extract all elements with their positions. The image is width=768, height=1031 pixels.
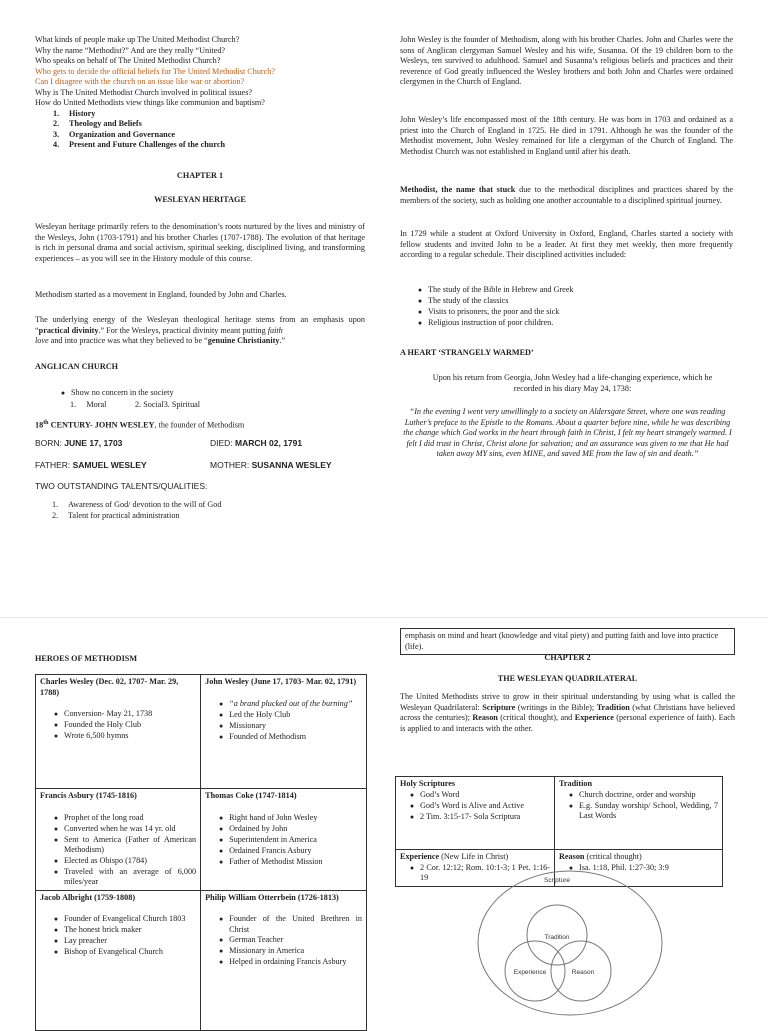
list-item: ● Church doctrine, order and worship — [568, 789, 696, 799]
mother-line: MOTHER: SUSANNA WESLEY — [210, 460, 332, 470]
hero-cell — [201, 675, 367, 789]
list-item: ● Founded of Methodism — [219, 731, 307, 741]
list-item: 2. Talent for practical administration — [52, 510, 180, 520]
list-item: ● Sent to America (Father of American Methodism) — [53, 834, 197, 854]
heroes-table — [35, 674, 367, 1031]
page-divider — [0, 617, 768, 618]
list-item: ● Bishop of Evangelical Church — [53, 947, 163, 956]
talents-list — [52, 500, 352, 521]
list-item: ● German Teacher — [219, 935, 284, 944]
father-line: FATHER: SAMUEL WESLEY — [35, 460, 147, 470]
wesley-founder-paragraph: John Wesley is the founder of Methodism, along with his brother Charles. John and Charles were the sons of Anglican clergyman Samuel Wesley and his wife, Susanna. Of the 19 children born to the Wesleys, ten survived to adulthood. Samuel and Susanna’s religious beliefs and practices and their reverence of God greatly influenced the Wesley brothers and both John and Charles were ordained clergymen in the Church of England. — [400, 35, 733, 86]
aldersgate-quote: “In the evening I went very unwillingly to a society on Aldersgate Street, where one was reading Luther’s preface to the Epistle to the Romans. About a quarter before nine, while he was describing the change which God works in the heart through faith in Christ, I felt my heart strangely warmed. I felt I did trust in Christ, Christ alone for salvation; and an assurance was given to me that He had taken away MY sins, even MINE, and saved ME from the law of sin and death.” — [403, 407, 732, 458]
hero-facts — [48, 914, 196, 958]
list-item: ● 2 Cor. 12:12; Rom. 10:1-3; 1 Pet. 1:16-19 — [409, 862, 550, 882]
list-item: ● Helped in ordaining Francis Asbury — [219, 957, 347, 966]
cell-title: Holy Scriptures — [400, 779, 456, 788]
oxford-society-paragraph: In 1729 while a student at Oxford University in Oxford, England, Charles started a society with fellow students and invited John to be a leader. At first they met weekly, then more frequently according to a regular schedule. Their disciplined activities included: — [400, 229, 733, 259]
list-item: ● “a brand plucked out of the burning” — [219, 698, 353, 708]
list-item: 1. Awareness of God/ devotion to the will of God — [52, 500, 222, 509]
wesley-life-paragraph: John Wesley’s life encompassed most of the 18th century. He was born in 1703 and ordained as a priest into the Church of England in 1725. He died in 1791. Although he was the founder of the Methodist movement, John Wesley remained for life a clergyman of the Church of England. The Methodist Church was not established in England until after his death. — [400, 115, 733, 156]
hero-facts — [48, 709, 196, 742]
methodism-start-paragraph: Methodism started as a movement in England, founded by John and Charles. — [35, 290, 287, 299]
tradition-label: Tradition — [544, 934, 570, 941]
list-item: ● Elected as Obispo (1784) — [53, 855, 147, 865]
list-item: ● Converted when he was 14 yr. old — [53, 823, 176, 833]
practical-divinity-paragraph: The underlying energy of the Wesleyan theological heritage stems from an emphasis upon “practical divinity.” For the Wesleys, practical divinity meant putting faith love and into practice was what they believed to be “genuine Christianity.” — [35, 315, 365, 345]
hero-cell — [36, 890, 201, 1030]
hero-cell — [36, 675, 201, 789]
methodist-name-paragraph: Methodist, the name that stuck due to the methodical disciplines and practices shared by the members of the society, such as holding one another accountable to a disciplined spiritual journey. — [400, 185, 734, 205]
table-row — [36, 789, 367, 891]
scripture-label: Scripture — [543, 877, 571, 884]
hero-cell — [201, 789, 367, 891]
topic-item: 4. Present and Future Challenges of the church — [53, 140, 226, 149]
john-wesley-century: 18th CENTURY- JOHN WESLEY, the founder of Methodism — [35, 420, 245, 430]
table-row — [36, 890, 367, 1030]
list-item: ● Superintendent in America — [219, 834, 317, 844]
cell-title: Tradition — [559, 779, 593, 788]
list-item: ● Led the Holy Club — [219, 709, 291, 719]
list-item: ● Traveled with an average of 6,000 miles/year — [53, 866, 197, 886]
born-line: BORN: JUNE 17, 1703 — [35, 438, 123, 448]
list-item: ● God’s Word is Alive and Active — [409, 800, 525, 810]
list-item: ● Missionary in America — [219, 946, 305, 955]
chapter-2-heading: CHAPTER 2 — [544, 653, 591, 662]
died-line: DIED: MARCH 02, 1791 — [210, 438, 303, 448]
list-item: ● Founded the Holy Club — [53, 720, 142, 729]
hero-facts — [213, 813, 362, 868]
list-item: ● Prophet of the long road — [53, 812, 144, 822]
topic-item: 1. History — [53, 108, 96, 118]
list-item: ● Ordained Francis Asbury — [219, 845, 312, 855]
cell-items — [563, 790, 718, 822]
anglican-list — [55, 388, 355, 399]
question-5: Can I disagree with the church on an issue like war or abortion? — [35, 77, 245, 86]
list-item: ● Visits to prisoners, the poor and the sick — [417, 307, 560, 316]
list-item: ● Founder of Evangelical Church 1803 — [53, 914, 186, 923]
quadrilateral-venn-diagram — [475, 868, 665, 1018]
chapter-1-heading: CHAPTER 1 — [176, 171, 224, 180]
list-item: ● Right hand of John Wesley — [219, 812, 318, 822]
hero-name: Jacob Albright (1759-1808) — [40, 892, 136, 902]
quadrilateral-paragraph: The United Methodists strive to grow in their spiritual understanding by using what is called the Wesleyan Quadrilateral: Scripture (writings in the Bible); Tradition (what Christians have believed across the centuries); Reason (critical thought), and Experience (personal experience of faith). Each is applied to and interacts with the other. — [400, 692, 735, 733]
intro-questions — [35, 35, 365, 151]
list-item: ● Missionary — [219, 720, 266, 730]
heroes-heading: HEROES OF METHODISM — [35, 654, 138, 663]
topic-item: 2. Theology and Beliefs — [53, 119, 142, 128]
activities-list — [412, 285, 712, 329]
list-item: ● 2 Tim. 3:15-17- Sola Scriptura — [409, 811, 521, 821]
list-item: ● Ordained by John — [219, 823, 288, 833]
question-4: Who gets to decide the official beliefs for The United Methodist Church? — [35, 66, 276, 76]
scripture-cell — [396, 777, 555, 850]
heritage-paragraph: Wesleyan heritage primarily refers to the denomination’s roots nurtured by the lives and ministry of the Wesleys, John (1703-1791) and his brother Charles (1707-1788). The evolution of that heritage is rich in personal drama and social activism, spiritual seeking, disciplined living, and transforming experiences – as you will see in the History module of this course. — [35, 222, 365, 263]
hero-cell — [36, 789, 201, 891]
list-item: ● God’s Word — [409, 789, 460, 799]
hero-name: Thomas Coke (1747-1814) — [205, 791, 297, 800]
topic-list — [53, 109, 365, 151]
topic-item: 3. Organization and Governance — [53, 129, 175, 139]
anglican-sublist: 1. Moral 2. Social3. Spiritual — [70, 400, 201, 409]
cell-title: Experience (New Life in Christ) — [400, 852, 509, 861]
list-item: ● Religious instruction of poor children. — [417, 318, 554, 327]
quadrilateral-heading: THE WESLEYAN QUADRILATERAL — [497, 674, 638, 683]
reason-label: Reason — [571, 969, 595, 976]
question-2: Why the name “Methodist?” And are they really “United? — [35, 45, 226, 55]
hero-cell — [201, 890, 367, 1030]
list-item: ● Father of Methodist Mission — [219, 856, 323, 866]
anglican-church-heading: ANGLICAN CHURCH — [35, 362, 119, 371]
list-item: ● The study of the classics — [417, 296, 509, 305]
cell-items — [404, 790, 550, 823]
list-item: ● Isa. 1:18, Phil. 1:27-30; 3:9 — [568, 862, 669, 872]
heart-intro: Upon his return from Georgia, John Wesley had a life-changing experience, which he recorded in his diary May 24, 1738: — [432, 373, 713, 393]
hero-facts — [213, 699, 362, 743]
list-item: ● Wrote 6,500 hymns — [53, 731, 129, 740]
list-item: ● Founder of the United Brethren in Christ — [219, 914, 362, 934]
table-row — [36, 675, 367, 789]
hero-name: John Wesley (June 17, 1703- Mar. 02, 1791) — [205, 677, 357, 686]
hero-facts — [48, 813, 196, 888]
question-7: How do United Methodists view things like communion and baptism? — [35, 98, 265, 107]
list-item: ● Lay preacher — [53, 936, 107, 945]
table-row — [396, 777, 723, 850]
hero-name: Philip William Otterrbein (1726-1813) — [205, 892, 339, 902]
emphasis-box: emphasis on mind and heart (knowledge and vital piety) and putting faith and love into practice (life). — [400, 628, 735, 655]
question-6: Why is The United Methodist Church involved in political issues? — [35, 87, 253, 97]
experience-label: Experience — [513, 969, 547, 976]
hero-name: Charles Wesley (Dec. 02, 1707- Mar. 29, 1788) — [40, 677, 179, 697]
heart-warmed-heading: A HEART ‘STRANGELY WARMED’ — [400, 348, 534, 357]
hero-facts — [213, 914, 362, 968]
cell-title: Reason (critical thought) — [559, 852, 642, 861]
tradition-cell — [555, 777, 723, 850]
question-1: What kinds of people make up The United Methodist Church? — [35, 35, 240, 44]
question-3: Who speaks on behalf of The United Methodist Church? — [35, 56, 221, 65]
list-item: ● E.g. Sunday worship/ School, Wedding, 7 Last Words — [568, 800, 718, 820]
talents-heading: TWO OUTSTANDING TALENTS/QUALITIES: — [35, 481, 208, 491]
wesleyan-heritage-heading: WESLEYAN HERITAGE — [154, 195, 246, 204]
hero-name: Francis Asbury (1745-1816) — [40, 791, 137, 800]
list-item: ● Conversion- May 21, 1738 — [53, 709, 153, 718]
list-item: ● Show no concern in the society — [60, 388, 174, 397]
list-item: ● The study of the Bible in Hebrew and Greek — [417, 285, 574, 294]
list-item: ● The honest brick maker — [53, 925, 142, 934]
